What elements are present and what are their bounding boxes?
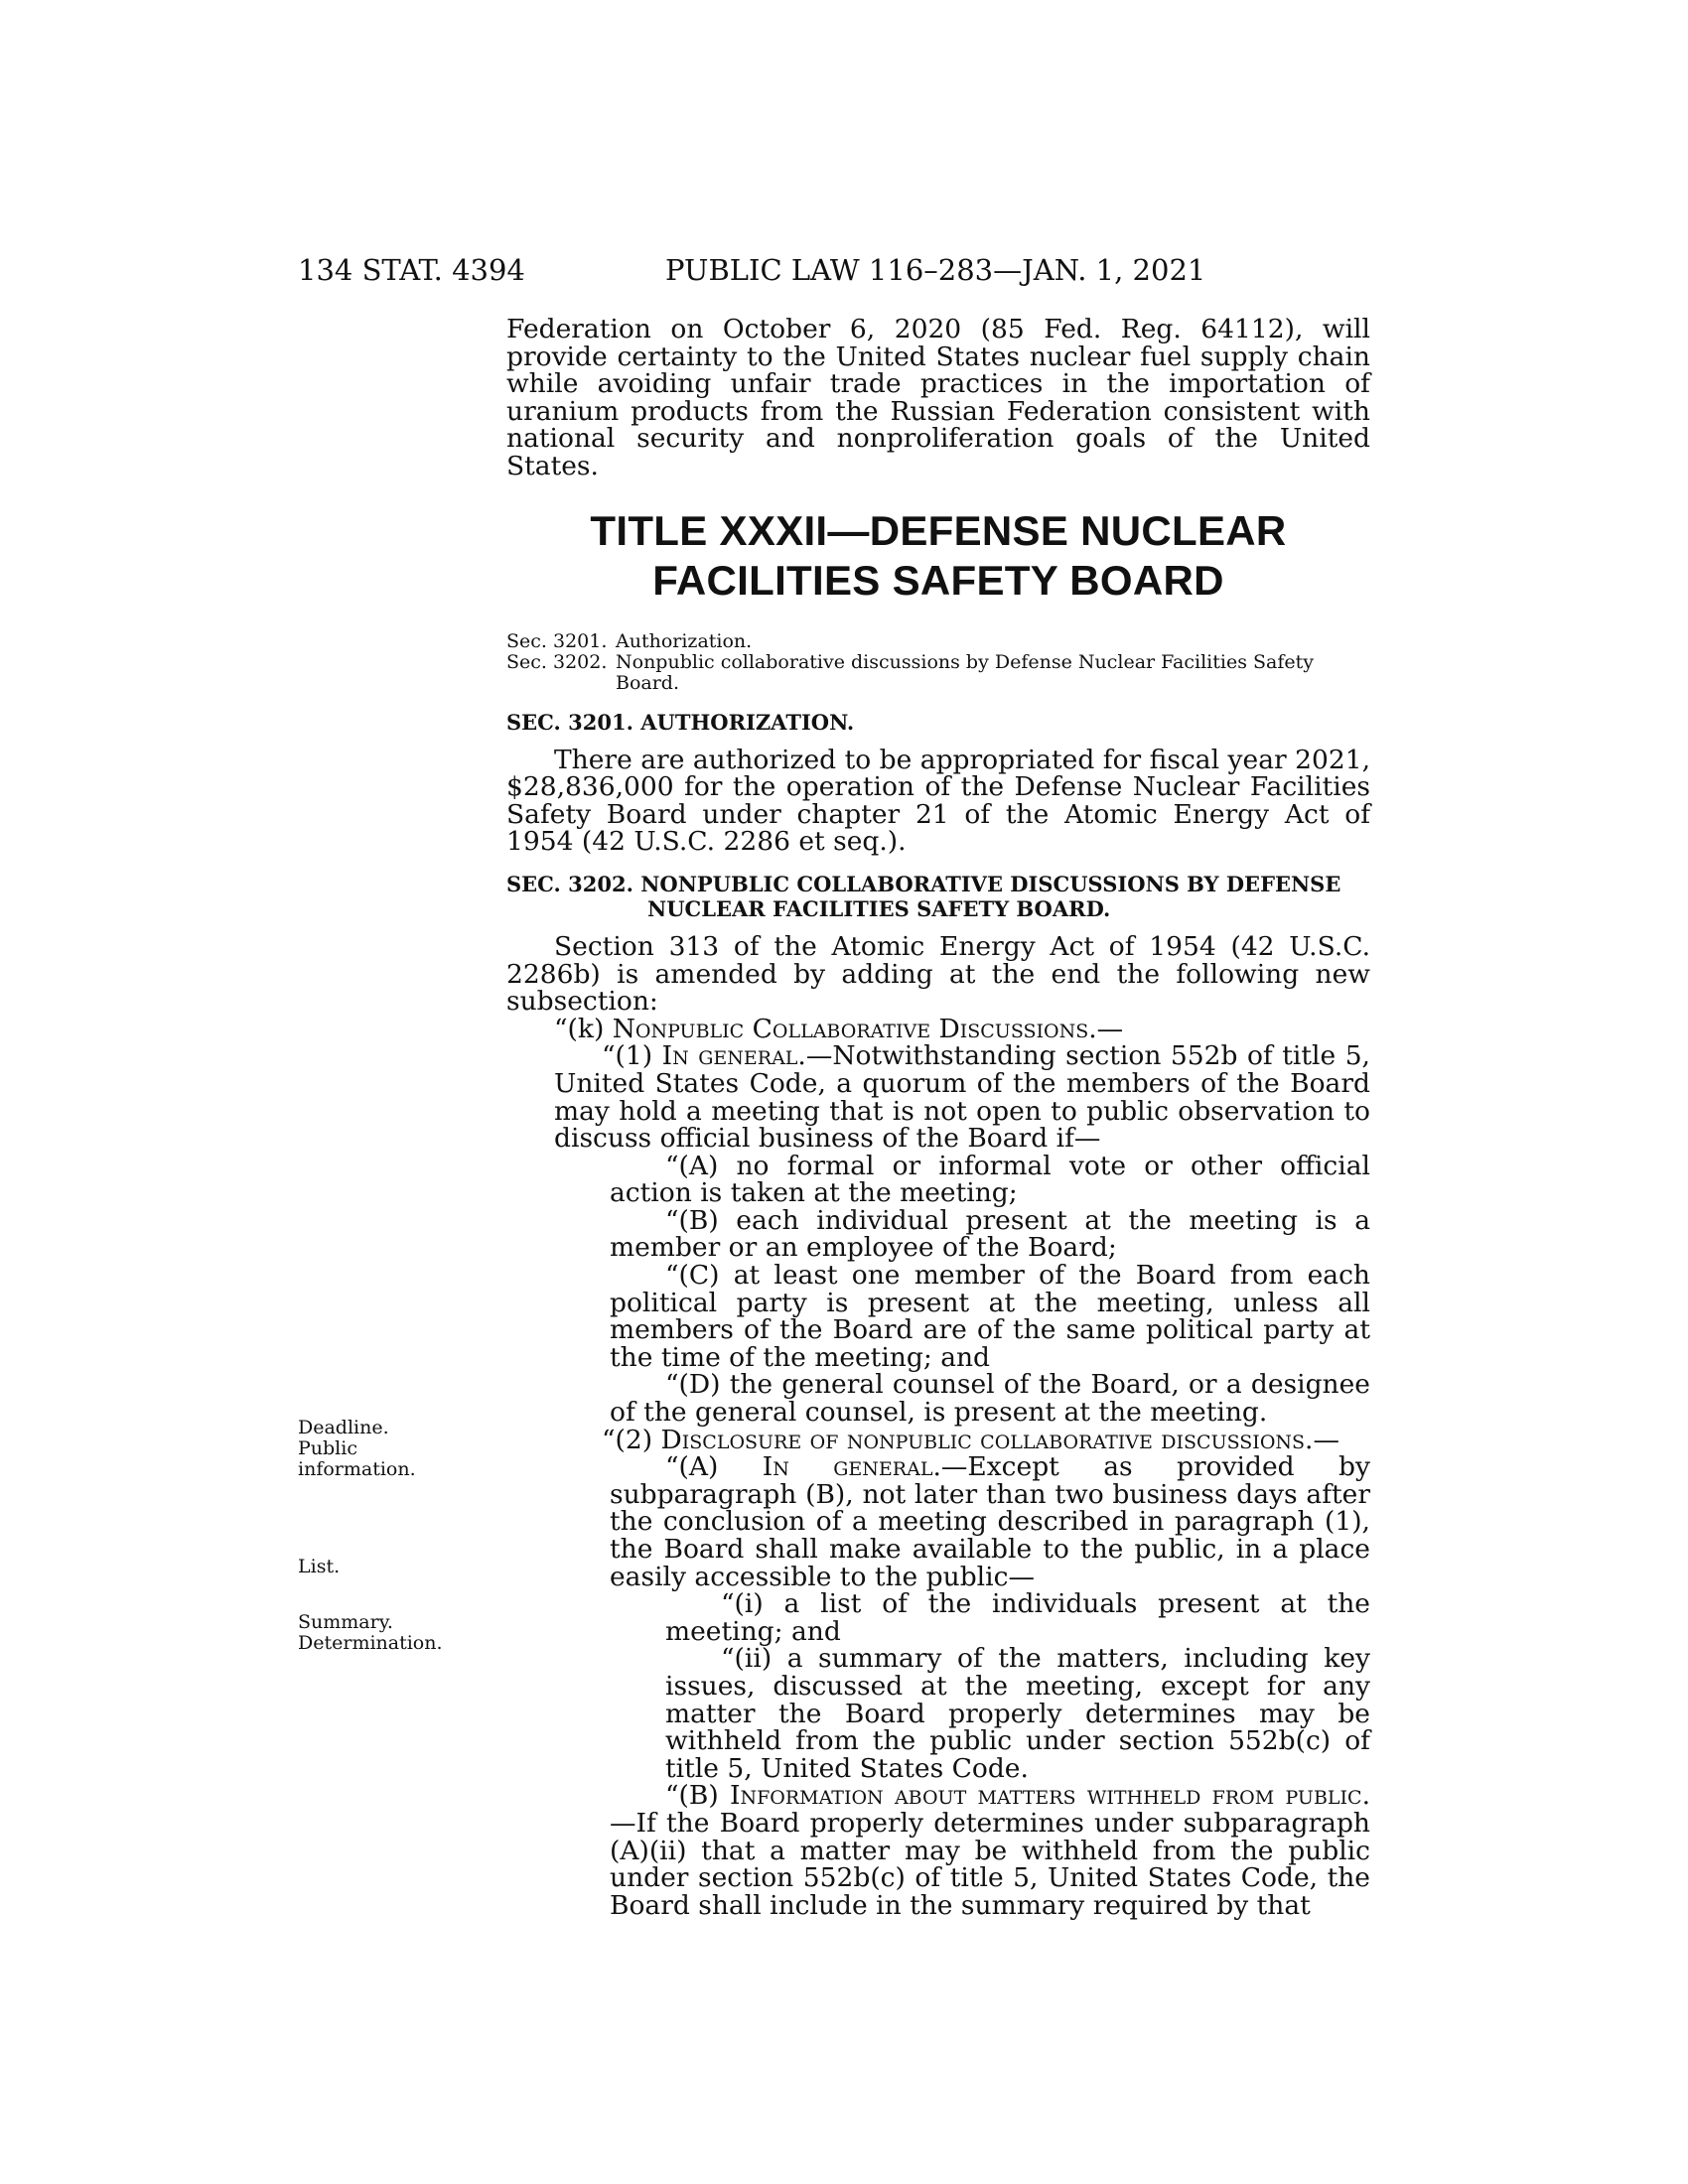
clause-i: “(i) a list of the individuals present at the meeting; and [665, 1588, 1370, 1647]
margin-note-deadline [298, 1418, 447, 1480]
table-of-contents [506, 631, 1370, 694]
p2a-heading: In general. [762, 1451, 941, 1483]
paragraph-2-subparagraph-a [506, 1453, 1370, 1590]
subparagraph-b: “(B) each individual present at the meeting is a member or an employee of the Board; [610, 1204, 1370, 1264]
public-law-citation: PUBLIC LAW 116–283—JAN. 1, 2021 [665, 253, 1206, 287]
paragraph-1 [506, 1040, 1370, 1155]
margin-note-list [298, 1557, 447, 1577]
sec-3202-heading-line-2: NUCLEAR FACILITIES SAFETY BOARD. [647, 895, 1111, 921]
toc-text: Nonpublic collaborative discussions by Defense Nuclear Facilities Safety Board. [616, 650, 1314, 694]
paragraph-1-text: —Notwithstanding section 552b of title 5, United States Code, a quorum of the members of the Board may hold a meeting that is not open to public observation to discuss official business of the Board if— [554, 1040, 1370, 1155]
stat-page-number: 134 STAT. 4394 [298, 253, 525, 287]
toc-text: Authorization. [616, 629, 753, 652]
p2a-number: “(A) [665, 1451, 763, 1483]
paragraph-2-subparagraph-b [506, 1782, 1370, 1919]
p2b-number: “(B) [665, 1780, 730, 1812]
margin-note-line: Determination. [298, 1632, 443, 1654]
title-line-2: FACILITIES SAFETY BOARD [652, 556, 1224, 604]
document-body [506, 316, 1370, 1919]
title-line-1: TITLE XXXII—DEFENSE NUCLEAR [590, 506, 1287, 554]
sec-3201-text: There are authorized to be appropriated for fiscal year 2021, $28,836,000 for the operation of the Defense Nuclear Facilities Safety Board under chapter 21 of the Atomic Energy Act of 1954 (42 U.S.C. 2286 et seq.). [506, 744, 1370, 858]
margin-note-line: List. [298, 1556, 341, 1577]
margin-note-line: Summary. [298, 1611, 393, 1633]
sec-3202-heading [506, 872, 1370, 921]
paragraph-1-heading: In general. [661, 1040, 806, 1072]
subparagraph-a: “(A) no formal or informal vote or other official action is taken at the meeting; [610, 1150, 1370, 1209]
subsection-k-heading: Nonpublic Collaborative Discussions.— [612, 1013, 1124, 1044]
subsection-k-number: “(k) [554, 1013, 613, 1044]
clause-ii: “(ii) a summary of the matters, including key issues, discussed at the meeting, except for any matter the Board properly determines may be withheld from the public under section 552b(c) of title 5, United States Code. [665, 1643, 1370, 1784]
p2b-text: —If the Board properly determines under subparagraph (A)(ii) that a matter may be withheld from the public under section 552b(c) of title 5, United States Code, the Board shall include in the summary required by that [610, 1807, 1370, 1921]
toc-row [506, 652, 1370, 694]
sec-3201-heading: SEC. 3201. AUTHORIZATION. [506, 709, 855, 735]
margin-note-line: Deadline. [298, 1417, 389, 1438]
p2b-heading: Information about matters withheld from public. [729, 1780, 1370, 1812]
subparagraph-c: “(C) at least one member of the Board from each political party is present at the meeting, unless all members of the Board are of the same political party at the time of the meeting; and [610, 1260, 1370, 1373]
toc-row [506, 631, 1370, 652]
margin-note-line: information. [298, 1458, 416, 1480]
p2a-text: —Except as provided by subparagraph (B), not later than two business days after the conclusion of a meeting described in paragraph (1), the Board shall make available to the public, in a place easily accessible to the public— [610, 1451, 1370, 1592]
margin-note-line: Public [298, 1437, 357, 1459]
paragraph-2 [506, 1424, 1370, 1455]
sec-3202-intro: Section 313 of the Atomic Energy Act of 1954 (42 U.S.C. 2286b) is amended by adding at the end the following new subsection: [506, 930, 1370, 1018]
intro-paragraph: Federation on October 6, 2020 (85 Fed. Reg. 64112), will provide certainty to the United States nuclear fuel supply chain while avoiding unfair trade practices in the importation of uranium products from the Russian Federation consistent with national security and nonproliferation goals of the United States. [506, 314, 1370, 481]
paragraph-2-heading: Disclosure of nonpublic collaborative discussions.— [660, 1424, 1339, 1455]
paragraph-2-number: “(2) [602, 1424, 661, 1455]
subparagraph-d: “(D) the general counsel of the Board, or a designee of the general counsel, is present at the meeting. [610, 1369, 1370, 1429]
sec-3202-heading-line-1: SEC. 3202. NONPUBLIC COLLABORATIVE DISCUSSIONS BY DEFENSE [506, 871, 1341, 896]
toc-label: Sec. 3202. [506, 650, 608, 673]
toc-label: Sec. 3201. [506, 629, 608, 652]
paragraph-1-number: “(1) [602, 1040, 662, 1072]
title-heading [506, 506, 1370, 606]
margin-note-summary [298, 1612, 447, 1654]
subsection-k [506, 1013, 1370, 1044]
page-header [298, 250, 1380, 290]
